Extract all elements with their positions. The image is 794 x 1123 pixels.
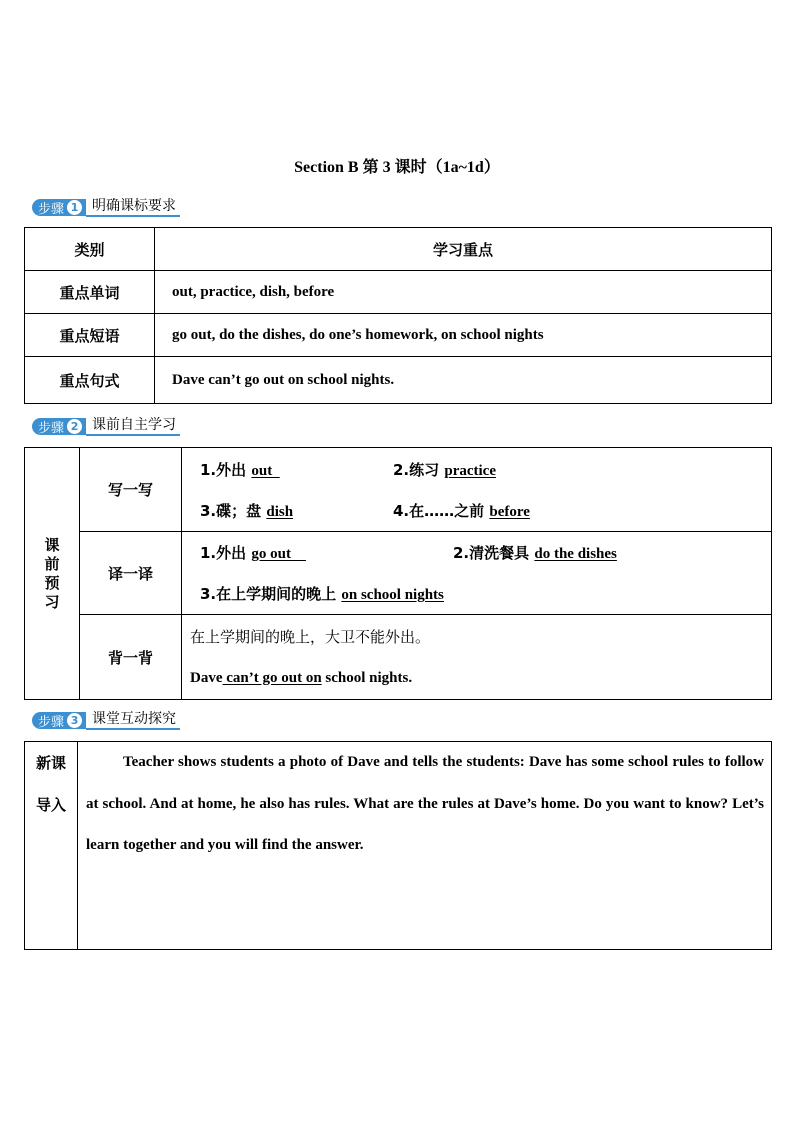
step-number: 3: [67, 713, 82, 728]
header-category: 类别: [25, 228, 155, 271]
step-number: 2: [67, 419, 82, 434]
translate-cell: [182, 532, 772, 615]
row-label-sentence: 重点句式: [25, 357, 155, 404]
curriculum-table: [24, 227, 772, 404]
write-item-4: 4.在……之前 before: [393, 501, 530, 520]
row-content-sentence: Dave can’t go out on school nights.: [155, 357, 772, 404]
recite-label: 背一背: [80, 615, 182, 700]
header-focus: 学习重点: [155, 228, 772, 271]
step-badge: 步骤 3: [32, 712, 86, 729]
step-badge: 步骤 1: [32, 199, 86, 216]
preview-table: [24, 447, 772, 700]
translate-item-1: 1.外出 go out: [200, 544, 306, 562]
row-content-phrases: go out, do the dishes, do one’s homework, on school nights: [155, 314, 772, 357]
row-content-words: out, practice, dish, before: [155, 271, 772, 314]
translate-item-3: 3.在上学期间的晚上 on school nights: [200, 585, 444, 603]
step-title: 课堂互动探究: [86, 711, 180, 730]
row-label-phrases: 重点短语: [25, 314, 155, 357]
intro-paragraph: Teacher shows students a photo of Dave and tells the students: Dave has some school rules to follow at school. And at home, he also has rules. What are the rules at Dave’s home. Do you want to know? Let’s learn together and you will find the answer.: [86, 754, 764, 853]
step-3-header: [32, 710, 180, 730]
intro-label: 新课 导入: [25, 742, 78, 950]
recite-chinese: 在上学期间的晚上，大卫不能外出。: [190, 627, 431, 646]
step-1-header: [32, 197, 180, 217]
page-title: Section B 第 3 课时（1a~1d）: [294, 159, 500, 176]
write-cell: [182, 448, 772, 532]
translate-item-2: 2.清洗餐具 do the dishes: [453, 544, 617, 562]
write-label: 写一写: [80, 448, 182, 532]
intro-cell: [78, 742, 772, 950]
write-item-2: 2.练习 practice: [393, 460, 496, 479]
row-label-words: 重点单词: [25, 271, 155, 314]
step-2-header: [32, 416, 180, 436]
step-title: 明确课标要求: [86, 198, 180, 217]
step-number: 1: [67, 200, 82, 215]
step-title: 课前自主学习: [86, 417, 180, 436]
write-item-1: 1.外出 out: [200, 460, 280, 479]
write-item-3: 3.碟；盘 dish: [200, 501, 294, 520]
recite-cell: [182, 615, 772, 700]
recite-english: Dave can’t go out on school nights.: [190, 669, 413, 686]
translate-label: 译一译: [80, 532, 182, 615]
intro-table: [24, 741, 772, 950]
step-badge: 步骤 2: [32, 418, 86, 435]
preview-side-label: 课 前 预 习: [25, 448, 80, 700]
